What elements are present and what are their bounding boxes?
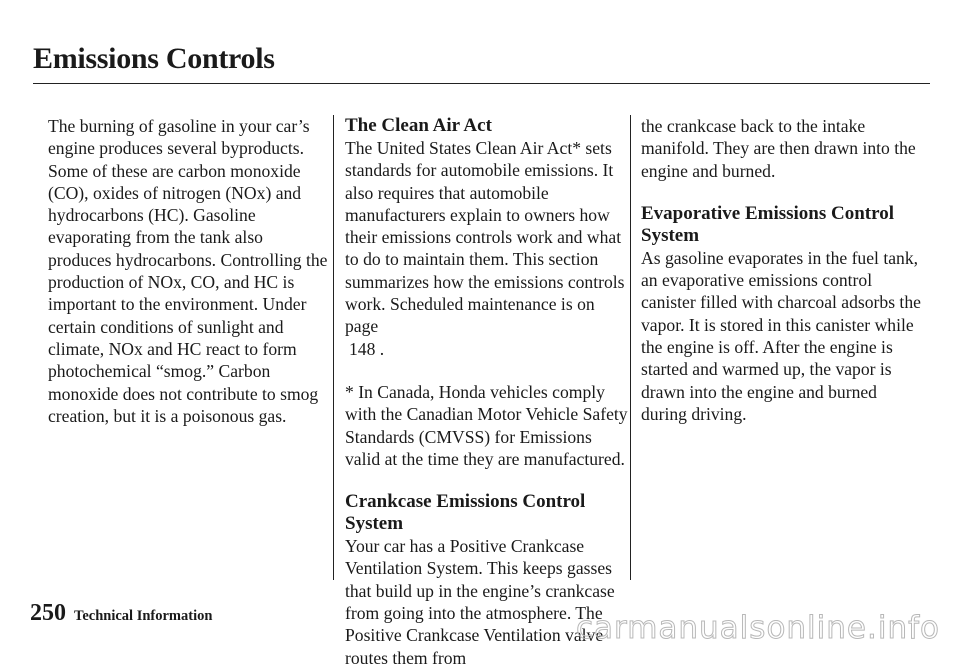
- clean-air-act-paragraph: The United States Clean Air Act* sets standards for automobile emissions. It also requires that automobile manufacturers explain to owners how their emissions controls work and what to do to maintain them. This section summarizes how the emissions controls work. Scheduled maintenance is on page: [345, 138, 625, 337]
- intro-paragraph: The burning of gasoline in your car’s engine produces several byproducts. Some of these are carbon monoxide (CO), oxides of nitrogen (NOx) and hydrocarbons (HC). Gasoline evaporating from the tank also produces hydrocarbons. Controlling the production of NOx, CO, and HC is important to the environment. Under certain conditions of sunlight and climate, NOx and HC react to form photochemical “smog.” Carbon monoxide does not contribute to smog creation, but it is a poisonous gas.: [48, 116, 328, 426]
- crankcase-heading: Crankcase Emissions Control System: [345, 491, 586, 535]
- evaporative-heading: Evaporative Emissions Control System: [641, 202, 895, 246]
- crankcase-continued-paragraph: the crankcase back to the intake manifold. They are then drawn into the engine and burned.: [641, 116, 916, 181]
- site-watermark: carmanualsonline.info: [575, 610, 940, 646]
- page-title: Emissions Controls: [33, 42, 275, 75]
- evaporative-paragraph: As gasoline evaporates in the fuel tank, an evaporative emissions control canister filled with charcoal adsorbs the vapor. It is stored in this canister while the engine is off. After the engine is started and warmed up, the vapor is drawn into the engine and burned during driving.: [641, 247, 921, 424]
- column-divider-2: [630, 115, 631, 580]
- column-2: [345, 115, 630, 669]
- page-footer: [30, 600, 212, 627]
- page-number: 250: [30, 600, 66, 626]
- canada-footnote: * In Canada, Honda vehicles comply with the Canadian Motor Vehicle Safety Standards (CMVSS) for Emissions valid at the time they are manufactured.: [345, 381, 628, 469]
- section-name: Technical Information: [74, 608, 213, 624]
- column-3: [641, 115, 926, 425]
- page-reference: 148 .: [349, 338, 385, 359]
- column-divider-1: [333, 115, 334, 580]
- crankcase-paragraph: Your car has a Positive Crankcase Ventilation System. This keeps gasses that build up in the engine’s crankcase from going into the atmosphere. The Positive Crankcase Ventilation valve routes them from: [345, 536, 615, 668]
- clean-air-act-heading: The Clean Air Act: [345, 115, 492, 136]
- column-1: [48, 115, 328, 427]
- title-rule: [33, 83, 930, 84]
